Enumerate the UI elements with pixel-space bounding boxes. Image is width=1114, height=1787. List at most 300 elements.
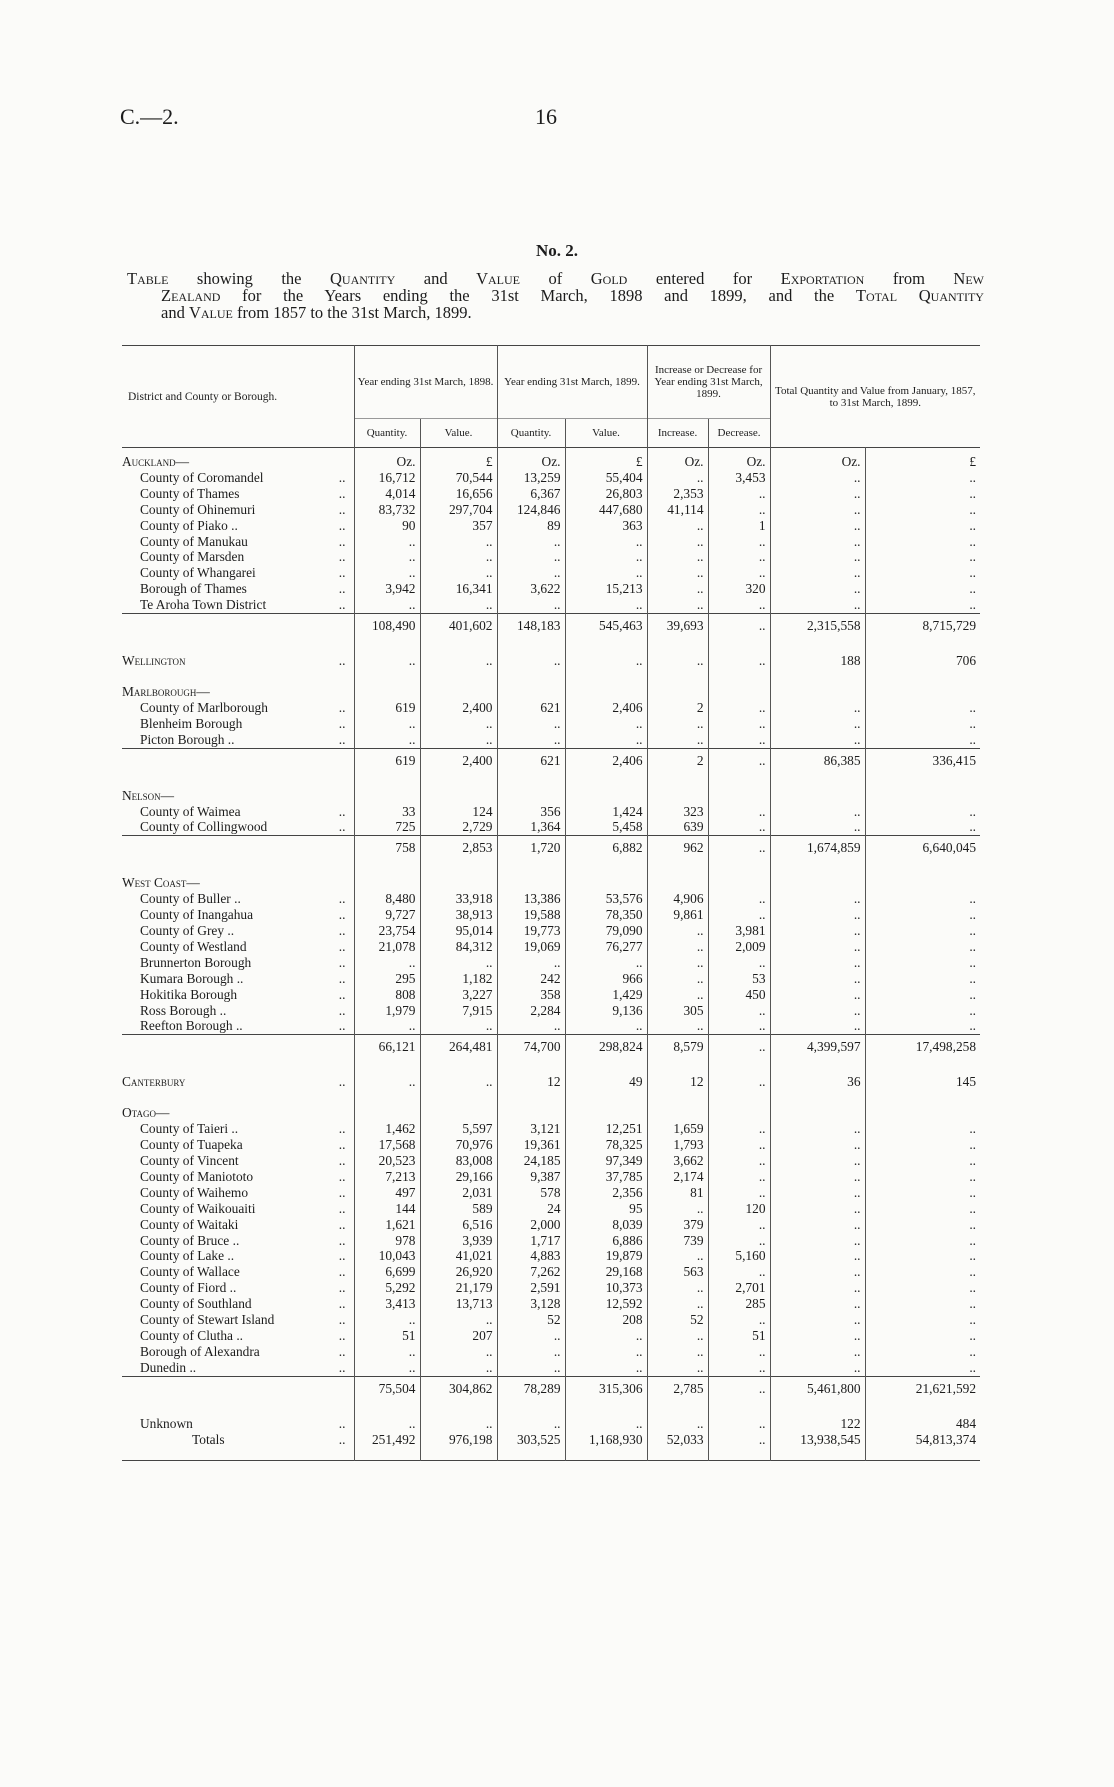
value-cell: 966 <box>565 971 647 987</box>
district-name <box>122 502 354 518</box>
subtotal-value: .. <box>708 836 770 861</box>
subtotal-value: 17,498,258 <box>865 1035 980 1060</box>
subtotal-row <box>122 748 980 773</box>
value-cell: 5,160 <box>708 1248 770 1264</box>
subtotal-value: 545,463 <box>565 614 647 639</box>
value-cell: .. <box>647 653 708 669</box>
empty-cell <box>565 638 647 653</box>
units-row <box>122 448 980 470</box>
leader-dots: .. <box>338 1327 346 1343</box>
value-cell: .. <box>647 534 708 550</box>
value-cell: .. <box>865 732 980 748</box>
row-label: Te Aroha Town District <box>140 597 267 613</box>
region-west-coast <box>122 875 980 891</box>
value-cell: .. <box>865 939 980 955</box>
leader-dots: .. <box>338 1264 346 1280</box>
subtotal-value: 304,862 <box>420 1376 497 1401</box>
value-cell: 52 <box>647 1312 708 1328</box>
district-name <box>122 1248 354 1264</box>
table-row <box>122 716 980 732</box>
subtotal-value: 621 <box>497 748 565 773</box>
value-cell: .. <box>647 1296 708 1312</box>
value-cell: .. <box>770 1312 865 1328</box>
subtotal-value: 108,490 <box>354 614 420 639</box>
table-caption <box>127 270 984 321</box>
value-cell: .. <box>565 597 647 613</box>
value-cell: 2,000 <box>497 1217 565 1233</box>
value-cell: .. <box>354 1074 420 1090</box>
value-cell: .. <box>865 470 980 486</box>
value-cell: .. <box>770 716 865 732</box>
value-cell: 3,981 <box>708 923 770 939</box>
empty-cell <box>565 669 647 684</box>
caption-line-2: Zealand for the Years ending the 31st March, 1898 and 1899, and the Total Quantity <box>161 286 984 305</box>
leader-dots: .. <box>338 1200 346 1216</box>
value-cell: .. <box>708 1121 770 1137</box>
empty-cell <box>865 773 980 788</box>
leader-dots: .. <box>338 891 346 907</box>
value-cell: .. <box>770 700 865 716</box>
empty-cell <box>565 875 647 891</box>
empty-cell <box>497 684 565 700</box>
value-cell: 41,021 <box>420 1248 497 1264</box>
value-cell: .. <box>497 955 565 971</box>
value-cell: .. <box>770 518 865 534</box>
value-cell: 95 <box>565 1201 647 1217</box>
empty-cell <box>647 638 708 653</box>
subtotal-value: 315,306 <box>565 1376 647 1401</box>
value-cell: 4,014 <box>354 486 420 502</box>
subtotal-value: 8,715,729 <box>865 614 980 639</box>
value-cell: 2,406 <box>565 700 647 716</box>
value-cell: 2,353 <box>647 486 708 502</box>
value-cell: 19,588 <box>497 907 565 923</box>
row-label: County of Bruce .. <box>140 1232 240 1248</box>
value-cell: .. <box>770 1185 865 1201</box>
value-cell: .. <box>354 732 420 748</box>
value-cell: .. <box>354 549 420 565</box>
value-cell: .. <box>865 1280 980 1296</box>
subtotal-value: 2,406 <box>565 748 647 773</box>
subtotal-value: 6,640,045 <box>865 836 980 861</box>
table-row <box>122 1233 980 1249</box>
value-cell: 19,773 <box>497 923 565 939</box>
value-cell: 33,918 <box>420 891 497 907</box>
value-cell: 589 <box>420 1201 497 1217</box>
value-cell: 739 <box>647 1233 708 1249</box>
value-cell: .. <box>420 597 497 613</box>
value-cell: .. <box>865 565 980 581</box>
value-cell: 89 <box>497 518 565 534</box>
value-cell: 120 <box>708 1201 770 1217</box>
leader-dots: .. <box>338 715 346 731</box>
empty-cell <box>647 1059 708 1074</box>
value-cell: 706 <box>865 653 980 669</box>
row-label: County of Coromandel <box>140 469 264 485</box>
empty-cell <box>565 1448 647 1461</box>
value-cell: .. <box>770 534 865 550</box>
value-cell: .. <box>565 549 647 565</box>
value-cell: 497 <box>354 1185 420 1201</box>
value-cell: .. <box>497 1018 565 1034</box>
row-label: Reefton Borough .. <box>140 1018 243 1034</box>
empty-cell <box>865 860 980 875</box>
row-label: Kumara Borough .. <box>140 970 244 986</box>
value-cell: .. <box>647 923 708 939</box>
value-cell: .. <box>354 955 420 971</box>
leader-dots: .. <box>338 923 346 939</box>
value-cell: 5,458 <box>565 819 647 835</box>
value-cell: .. <box>354 1018 420 1034</box>
district-name <box>122 1280 354 1296</box>
caption-line-1: Table showing the Quantity and Value of Gold entered for Exportation from New <box>127 269 984 288</box>
value-cell: .. <box>865 1121 980 1137</box>
value-cell: 97,349 <box>565 1153 647 1169</box>
table-row <box>122 955 980 971</box>
district-name <box>122 1264 354 1280</box>
total-value: 52,033 <box>647 1432 708 1448</box>
row-label: County of Taieri .. <box>140 1121 239 1137</box>
subtotal-value: 8,579 <box>647 1035 708 1060</box>
value-cell: .. <box>708 1074 770 1090</box>
empty-cell <box>497 773 565 788</box>
district-name <box>122 1137 354 1153</box>
value-cell: .. <box>865 1003 980 1019</box>
value-cell: .. <box>708 597 770 613</box>
value-cell: .. <box>865 1233 980 1249</box>
unit-label: Oz. <box>708 448 770 470</box>
district-name <box>122 549 354 565</box>
value-cell: 10,373 <box>565 1280 647 1296</box>
value-cell: 19,069 <box>497 939 565 955</box>
empty-cell <box>708 1090 770 1105</box>
row-label: County of Waikouaiti <box>140 1200 256 1216</box>
empty-cell <box>497 788 565 804</box>
row-label: Brunnerton Borough <box>140 954 252 970</box>
leader-dots: .. <box>338 533 346 549</box>
row-label: County of Grey .. <box>140 923 235 939</box>
value-cell: 2,009 <box>708 939 770 955</box>
leader-dots: .. <box>338 1296 346 1312</box>
value-cell: .. <box>865 581 980 597</box>
value-cell: 51 <box>354 1328 420 1344</box>
value-cell: 78,350 <box>565 907 647 923</box>
table-row <box>122 1312 980 1328</box>
totals-row <box>122 1432 980 1448</box>
value-cell: 21,179 <box>420 1280 497 1296</box>
value-cell: 37,785 <box>565 1169 647 1185</box>
table-row <box>122 502 980 518</box>
empty-cell <box>420 773 497 788</box>
value-cell: .. <box>770 486 865 502</box>
table-row <box>122 1003 980 1019</box>
row-label: County of Stewart Island <box>140 1312 275 1328</box>
subtotal-value: 2,315,558 <box>770 614 865 639</box>
leader-dots: .. <box>338 1359 346 1375</box>
table-row <box>122 470 980 486</box>
value-cell: .. <box>865 549 980 565</box>
value-cell: .. <box>865 1169 980 1185</box>
empty-cell <box>865 1105 980 1121</box>
value-cell: 357 <box>420 518 497 534</box>
leader-dots: .. <box>338 1415 346 1431</box>
row-label: Borough of Alexandra <box>140 1343 260 1359</box>
table-row <box>122 1217 980 1233</box>
value-cell: 3,939 <box>420 1233 497 1249</box>
empty-cell <box>354 773 420 788</box>
value-cell: .. <box>708 891 770 907</box>
value-cell: 1,621 <box>354 1217 420 1233</box>
unit-label: Oz. <box>770 448 865 470</box>
empty-cell <box>708 1105 770 1121</box>
table-row <box>122 581 980 597</box>
empty-cell <box>647 860 708 875</box>
value-cell: .. <box>708 700 770 716</box>
subtotal-value: 86,385 <box>770 748 865 773</box>
value-cell: .. <box>708 1169 770 1185</box>
value-cell: .. <box>770 1137 865 1153</box>
value-cell: 9,727 <box>354 907 420 923</box>
value-cell: .. <box>565 955 647 971</box>
district-name <box>122 955 354 971</box>
subtotal-row <box>122 1035 980 1060</box>
value-cell: 379 <box>647 1217 708 1233</box>
leader-dots: .. <box>338 581 346 597</box>
value-cell: 19,879 <box>565 1248 647 1264</box>
empty-cell <box>420 684 497 700</box>
region-wellington <box>122 653 980 669</box>
subtotal-value: .. <box>708 748 770 773</box>
subtotal-value: 298,824 <box>565 1035 647 1060</box>
value-cell: .. <box>865 597 980 613</box>
empty-cell <box>122 1090 354 1105</box>
value-cell: 242 <box>497 971 565 987</box>
table-row <box>122 1280 980 1296</box>
subtotal-value: 401,602 <box>420 614 497 639</box>
value-cell: 26,920 <box>420 1264 497 1280</box>
empty-cell <box>865 1401 980 1416</box>
value-cell: 3,453 <box>708 470 770 486</box>
value-cell: 70,544 <box>420 470 497 486</box>
empty-cell <box>708 1401 770 1416</box>
value-cell: .. <box>647 581 708 597</box>
subtotal-value: 78,289 <box>497 1376 565 1401</box>
district-name <box>122 987 354 1003</box>
empty-cell <box>647 1401 708 1416</box>
value-cell: .. <box>770 1217 865 1233</box>
leader-dots: .. <box>338 803 346 819</box>
empty-cell <box>647 1105 708 1121</box>
unit-label: Oz. <box>354 448 420 470</box>
total-value: 251,492 <box>354 1432 420 1448</box>
district-name <box>122 891 354 907</box>
value-cell: 808 <box>354 987 420 1003</box>
spacer-row <box>122 1059 980 1074</box>
value-cell: .. <box>354 534 420 550</box>
value-cell: .. <box>865 486 980 502</box>
leader-dots: .. <box>338 485 346 501</box>
value-cell: 144 <box>354 1201 420 1217</box>
leader-dots: .. <box>338 1280 346 1296</box>
row-label: Nelson— <box>122 787 175 803</box>
value-cell: .. <box>865 700 980 716</box>
row-label: County of Lake .. <box>140 1248 235 1264</box>
value-cell: .. <box>565 732 647 748</box>
value-cell: 3,942 <box>354 581 420 597</box>
table-row <box>122 987 980 1003</box>
value-cell: 8,480 <box>354 891 420 907</box>
empty-cell <box>565 788 647 804</box>
empty-cell <box>354 638 420 653</box>
value-cell: .. <box>708 549 770 565</box>
empty-cell <box>708 773 770 788</box>
value-cell: .. <box>770 470 865 486</box>
subtotal-value: 74,700 <box>497 1035 565 1060</box>
value-cell: 207 <box>420 1328 497 1344</box>
value-cell: .. <box>770 1201 865 1217</box>
unit-label: Oz. <box>497 448 565 470</box>
value-cell: .. <box>770 1296 865 1312</box>
value-cell: 639 <box>647 819 708 835</box>
table-row <box>122 1344 980 1360</box>
empty-cell <box>420 875 497 891</box>
table-title: No. 2. <box>535 241 579 260</box>
value-cell: .. <box>565 1328 647 1344</box>
value-cell: 621 <box>497 700 565 716</box>
value-cell: .. <box>770 597 865 613</box>
value-cell: .. <box>708 1217 770 1233</box>
district-name <box>122 1121 354 1137</box>
value-cell: 83,732 <box>354 502 420 518</box>
row-label: Otago— <box>122 1105 170 1121</box>
row-label: West Coast— <box>122 875 200 891</box>
value-cell: .. <box>865 819 980 835</box>
leader-dots: .. <box>338 565 346 581</box>
value-cell: 1,717 <box>497 1233 565 1249</box>
value-cell: .. <box>708 486 770 502</box>
total-value: 303,525 <box>497 1432 565 1448</box>
value-cell: .. <box>865 1153 980 1169</box>
subtotal-value: 39,693 <box>647 614 708 639</box>
value-cell: .. <box>770 1264 865 1280</box>
value-cell: 4,906 <box>647 891 708 907</box>
empty-cell <box>708 1059 770 1074</box>
row-label: Auckland— <box>122 454 190 469</box>
value-cell: .. <box>565 1344 647 1360</box>
value-cell: .. <box>497 534 565 550</box>
empty-cell <box>770 669 865 684</box>
value-cell: 2,284 <box>497 1003 565 1019</box>
value-cell: 7,915 <box>420 1003 497 1019</box>
table-row <box>122 971 980 987</box>
value-cell: 4,883 <box>497 1248 565 1264</box>
value-cell: 6,886 <box>565 1233 647 1249</box>
row-label: Dunedin .. <box>140 1359 197 1375</box>
empty-cell <box>770 1448 865 1461</box>
row-label: County of Maniototo <box>140 1168 254 1184</box>
empty-cell <box>122 836 354 861</box>
value-cell: 2,729 <box>420 819 497 835</box>
value-cell: 76,277 <box>565 939 647 955</box>
value-cell: 9,136 <box>565 1003 647 1019</box>
leader-dots: .. <box>338 501 346 517</box>
value-cell: 1,659 <box>647 1121 708 1137</box>
value-cell: 295 <box>354 971 420 987</box>
row-label: County of Collingwood <box>140 819 268 835</box>
value-cell: 79,090 <box>565 923 647 939</box>
district-name <box>122 1360 354 1376</box>
value-cell: .. <box>647 518 708 534</box>
empty-cell <box>122 748 354 773</box>
value-cell: 3,413 <box>354 1296 420 1312</box>
document-reference: C.—2. <box>120 104 179 129</box>
leader-dots: .. <box>338 907 346 923</box>
empty-cell <box>420 1401 497 1416</box>
value-cell: 447,680 <box>565 502 647 518</box>
empty-cell <box>708 875 770 891</box>
value-cell: .. <box>865 891 980 907</box>
district-name <box>122 581 354 597</box>
value-cell: .. <box>770 1003 865 1019</box>
value-cell: .. <box>865 534 980 550</box>
table-row <box>122 1264 980 1280</box>
value-cell: .. <box>708 732 770 748</box>
value-cell: 23,754 <box>354 923 420 939</box>
value-cell: .. <box>770 502 865 518</box>
value-cell: .. <box>708 1185 770 1201</box>
empty-cell <box>708 860 770 875</box>
unit-label: £ <box>865 448 980 470</box>
value-cell: .. <box>865 987 980 1003</box>
value-cell: 3,128 <box>497 1296 565 1312</box>
empty-cell <box>865 788 980 804</box>
row-label: County of Marlborough <box>140 699 268 715</box>
value-cell: .. <box>770 549 865 565</box>
unit-label: £ <box>565 448 647 470</box>
district-name <box>122 700 354 716</box>
empty-cell <box>565 1059 647 1074</box>
value-cell: .. <box>708 1344 770 1360</box>
value-cell: .. <box>565 1360 647 1376</box>
district-name <box>122 923 354 939</box>
empty-cell <box>865 684 980 700</box>
table-row <box>122 1018 980 1034</box>
leader-dots: .. <box>338 1248 346 1264</box>
value-cell: .. <box>865 1201 980 1217</box>
value-cell: 358 <box>497 987 565 1003</box>
value-cell: 450 <box>708 987 770 1003</box>
empty-cell <box>354 1448 420 1461</box>
value-cell: 5,597 <box>420 1121 497 1137</box>
value-cell: .. <box>865 1018 980 1034</box>
value-cell: 17,568 <box>354 1137 420 1153</box>
district-name <box>122 1018 354 1034</box>
row-label: County of Tuapeka <box>140 1137 243 1153</box>
value-cell: .. <box>565 1416 647 1432</box>
value-cell: .. <box>865 971 980 987</box>
region-label <box>122 653 354 669</box>
empty-cell <box>420 1105 497 1121</box>
value-cell: .. <box>770 1121 865 1137</box>
empty-cell <box>354 1401 420 1416</box>
row-label: County of Fiord .. <box>140 1280 237 1296</box>
unknown-label <box>122 1416 354 1432</box>
leader-dots: .. <box>338 1168 346 1184</box>
empty-cell <box>565 773 647 788</box>
row-label: County of Vincent <box>140 1153 239 1168</box>
leader-dots: .. <box>338 699 346 715</box>
value-cell: 188 <box>770 653 865 669</box>
